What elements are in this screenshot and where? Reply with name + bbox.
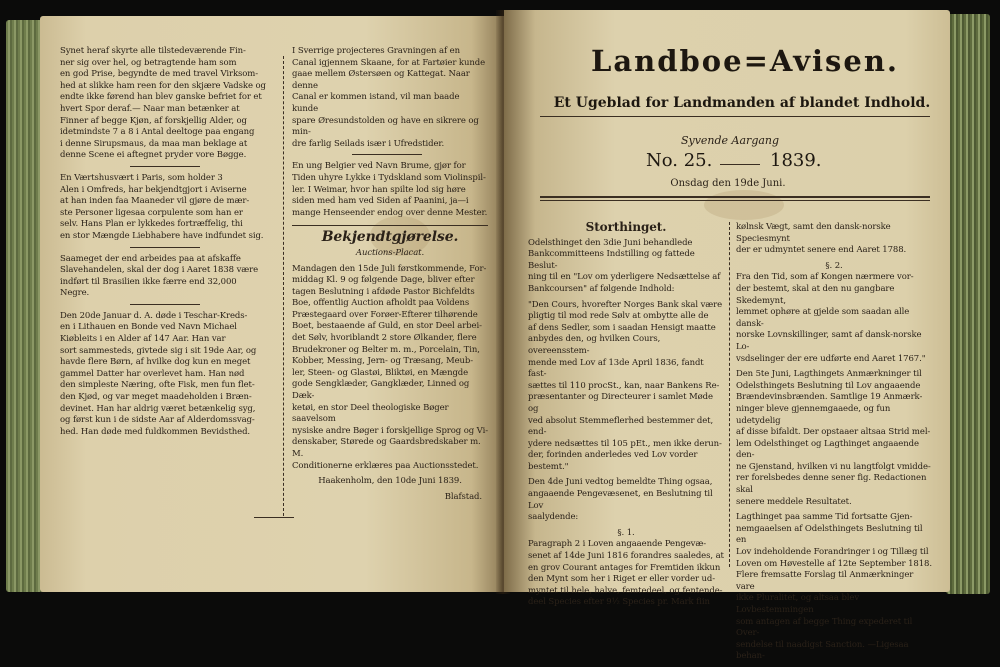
right-column-1 <box>528 222 724 613</box>
storthinget-law-text: "Den Cours, hvorefter Norges Bank skal være pligtig til mod rede Sølv at ombytte alle de af dens Sedler, som i saadan Hensigt maatte anbydes den, og hvilken Cours, overeensstem- mende med Lov af 13de April 1836, fandt fast- sættes til 110 procSt., kan, naar Bankens Re- præsentanter og Directeurer i samlet Møde og ved absolut Stemmeflerhed bestemmer det, end- ydere nedsættes til 105 pEt., men ikke derun- der, forinden anderledes ved Lov vorder bestemt." <box>528 299 723 472</box>
lagthinget-continued: Lagthinget paa samme Tid fortsatte Gjen- nemgaaelsen af Odelsthingets Beslutning til en Lov indeholdende Forandringer i og Tillæg til Loven om Høvestelle af 12te September 1818. Flere fremsatte Forslag til Anmærkninger vare ikke Pluralitet, og altsaa blev Lovbestemmingen som antagen af begge Thing expederet til Over- sendelse til naadigst Sanction. —Ligesaa behan- <box>736 512 932 662</box>
notice-date-line: Haakenholm, den 10de Juni 1839. <box>318 476 462 487</box>
article-old-farmer: Den 20de Januar d. A. døde i Teschar-Kreds- en i Lithauen en Bonde ved Navn Michael Kiøbleits i en Alder af 147 Aar. Han var sort sammesteds, givtede sig i sit 19de Aar, og havde flere Børn, af hvilke dog kun en meget gammel Datter har overlevet ham. Han nød den simpleste Næring, ofte Fisk, men fun flet- den Kjød, og var meget maadeholden i Bræn- devinet. Han har aldrig været betænkelig syg, og først kun i de sidste Aar af Alderdomssvag- hed. Han døde med fuldkommen Bevidsthed. <box>60 310 257 437</box>
notice-signature: Blafstad. <box>444 491 482 502</box>
issue-date: Onsdag den 19de Juni. <box>670 178 786 189</box>
column-divider <box>729 222 730 567</box>
newspaper-masthead: Landboe=Avisen. <box>590 44 900 78</box>
storthinget-heading: Storthinget. <box>585 220 667 234</box>
left-column-2 <box>292 46 488 507</box>
newspaper-subtitle: Et Ugeblad for Landmanden af blandet Indhold. <box>553 95 931 111</box>
issue-year: 1839. <box>770 150 822 171</box>
column-divider <box>283 56 284 516</box>
article-finns: Synet heraf skyrte alle tilstedeværende Fin- ner sig over hel, og betragtende ham som en god Prise, begyndte de med travel Virksom- hed at slikke ham reen for den skjære Vadske og endte ikke førend han blev ganske befriet for et hvert Spor deraf.— Naar man betænker at Finner af begge Kjøn, af forskjellig Alder, og idetmindste 7 a 8 i Antal deeltoge paa engang i denne Sirupsmaus, da maa man beklage at denne Scene ei aftegnet pryder vore Bøgge. <box>60 46 266 161</box>
section-marker: §. 2. <box>825 260 843 271</box>
issue-number: No. 25. <box>646 150 713 171</box>
book-binding-right <box>946 14 990 594</box>
masthead-rule <box>540 116 930 117</box>
section-marker: §. 1. <box>617 527 635 538</box>
skillinger-text: Fra den Tid, som af Kongen nærmere vor- der bestemt, skal at den nu gangbare Skedemynt, lemmet ophøre at gjelde som saadan alle dansk- norske Lovnskillinger, samt af dansk-norske Lo- vsdselinger der ere udførte end Aaret 1767." <box>736 272 926 364</box>
notice-heading: Bekjendtgjørelse. <box>321 229 459 246</box>
end-rule <box>254 517 294 518</box>
section-rule <box>292 225 488 226</box>
article-belgian-violinist: En ung Belgier ved Navn Brume, gjør for Tiden uhyre Lykke i Tydskland som Violinspil- ler. I Weimar, hvor han spilte lod sig høre siden med ham ved Siden af Paanini, ja—i mange Henseender endog over denne Mester. <box>292 161 488 218</box>
auction-notice-body: Mandagen den 15de Juli førstkommende, For- middag Kl. 9 og følgende Dage, bliver efter tagen Beslutning i afdøde Pastor Bichfeldts Boe, offentlig Auction afholdt paa Voldens Præstegaard over Forøer-Efterer tilhørende Boet, bestaaende af Guld, en stor Deel arbei- det Sølv, hvoriblandt 2 store Ølkander, flere Brudekroner og Belter m. m., Porcelain, Tin, Kobber, Messing, Jern- og Træsang, Meub- ler, Steen- og Glastøi, Bliktøi, en Mængde gode Sengklæder, Gangklæder, Linned og Dæk- ketøi, en stor Deel theologiske Bøger saavelsom nysiske andre Bøger i forskjellige Sprog og Vi- denskaber, Størede og Gaardsbredskaber m. M. Conditionerne erklæres paa Auctionsstedet. <box>292 263 488 471</box>
separator-rule <box>130 247 200 248</box>
lagthinget-june5: Den 5te Juni, Lagthingets Anmærkninger til Odelsthingets Beslutning til Lov angaaende Brændevinsbrænden. Samtlige 19 Anmærk- ninger bleve gjennemgaaede, og fun udetydelig af disse bifaldt. Der opstaaer altsaa Strid mel- lem Odelsthinget og Lagthinget angaaende den- ne Gjenstand, hvilken vi nu langtfolgt vmidde- rer forelsbedes denne sener fig. Redactionen skal senere meddele Resultatet. <box>736 369 931 507</box>
left-column-1 <box>60 46 272 442</box>
right-column-2 <box>736 222 932 667</box>
storthinget-intro: Odelsthinget den 3die Juni behandlede Bankcommitteens Indstilling og fattede Beslut- ning til en "Lov om yderligere Nedsættelse af Bankcoursen" af følgende Indhold: <box>528 237 721 294</box>
separator-rule <box>130 304 200 305</box>
header-rule-thin <box>540 200 930 201</box>
article-slave-trade: Saameget der end arbeides paa at afskaffe Slavehandelen, skal der dog i Aaret 1838 være indført til Brasilien ikke færre end 32,000 Negre. <box>60 253 259 299</box>
paragraph-two: Paragraph 2 i Loven angaaende Pengevæ- senet af 14de Juni 1816 forandres saaledes, at en grov Courant antages for Fremtiden ikkun den Mynt som her i Riget er eller vorder ud- myntet til hele, halve, femtedeel, og fentende- deel Species efter 9½ Species pr. Mark fiin <box>528 539 724 608</box>
header-rule-thick <box>540 196 930 198</box>
paper-stain <box>704 190 784 220</box>
notice-subheading: Auctions-Placat. <box>355 247 425 258</box>
separator-rule <box>352 154 422 155</box>
issue-dash <box>720 164 760 165</box>
storthinget-june4: Den 4de Juni vedtog bemeldte Thing ogsaa, angaaende Pengevæsenet, en Beslutning til Lov saalydende: <box>528 477 713 523</box>
left-page <box>40 16 504 592</box>
column2-continuation: kølnsk Vægt, samt den dansk-norske Speciesmynt der er udmyntet senere end Aaret 1788. <box>736 222 907 256</box>
article-sweden-canal: I Sverrige projecteres Gravningen af en Canal igjennem Skaane, for at Fartøier kunde gaae mellem Østersøen og Kattegat. Naar denne Canal er kommen istand, vil man baade kunde spare Øresundstolden og have en sikrere og min- dre farlig Seilads især i Ufredstider. <box>292 46 486 149</box>
volume-label: Syvende Aargang <box>680 134 780 147</box>
separator-rule <box>130 166 200 167</box>
article-paris-innkeeper: En Værtshusvært i Paris, som holder 3 Alen i Omfreds, har bekjendtgjort i Aviserne at han inden faa Maaneder vil gjøre de mær- ste Personer ligesaa corpulente som han er selv. Hans Plan er lykkedes fortræffelig, thi en stor Mængde Liebhabere have indfundet sig. <box>60 172 264 241</box>
